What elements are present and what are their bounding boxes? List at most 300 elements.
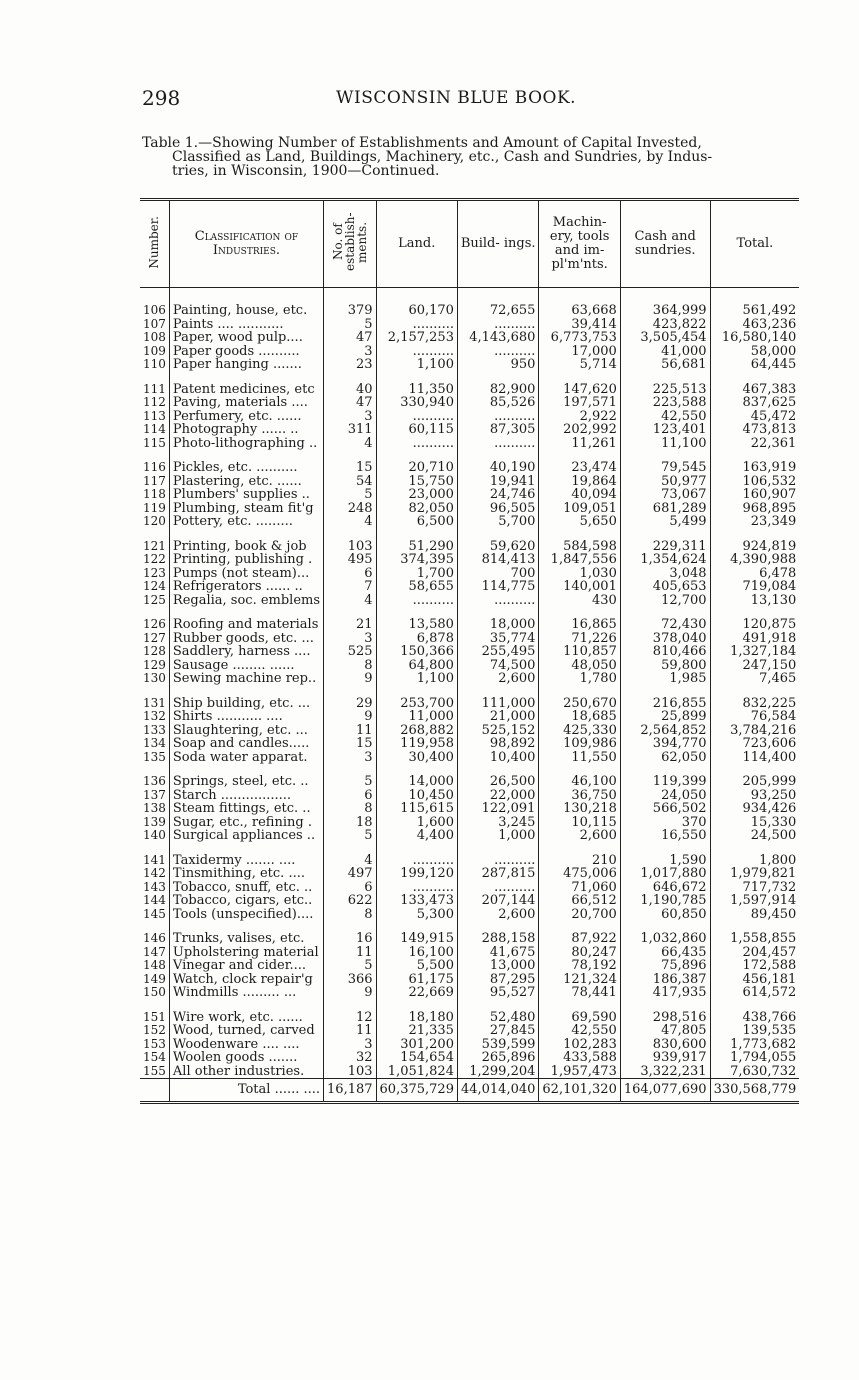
row-number: 134 [143,736,166,750]
spacer-cell [324,686,377,697]
spacer-cell [376,686,457,697]
industry-name: Slaughtering, etc. ... [169,724,323,738]
land-cell: 82,050 [376,502,457,516]
cash-cell: 1,017,880 [620,867,710,881]
establishments-cell: 3 [324,1038,377,1052]
establishments-cell: 4 [324,515,377,529]
page-number: 298 [142,86,181,110]
total-land: 60,375,729 [376,1079,457,1103]
establishments-cell: 5 [324,829,377,843]
buildings-cell: 19,941 [457,475,538,489]
cash-cell: 225,513 [620,383,710,397]
caption-line-1: Table 1.—Showing Number of Establishments and Amount of Capital Invested, [142,135,702,151]
land-cell: 1,700 [376,567,457,581]
caption-line-2: Classified as Land, Buildings, Machinery, etc., Cash and Sundries, by Indus- [172,149,713,165]
row-number: 152 [143,1023,166,1037]
establishments-cell: 47 [324,331,377,345]
table-row [140,645,799,659]
caption-line-3: tries, in Wisconsin, 1900—Continued. [172,163,440,179]
industry-name: Sugar, etc., refining . [169,816,323,830]
machinery-cell: 40,094 [539,488,620,502]
land-cell: .......... [376,881,457,895]
table-row [140,594,799,608]
machinery-cell: 210 [539,854,620,868]
land-cell: 1,100 [376,672,457,686]
cash-cell: 123,401 [620,423,710,437]
industry-name: Tools (unspecified).... [169,908,323,922]
industry-name: Windmills ......... ... [169,986,323,1000]
establishments-cell: 9 [324,986,377,1000]
row-number: 136 [143,774,166,788]
group-spacer [140,372,799,383]
total-cell: 1,558,855 [710,932,799,946]
land-cell: 268,882 [376,724,457,738]
machinery-cell: 1,957,473 [539,1065,620,1079]
spacer-cell [710,686,799,697]
machinery-cell: 475,006 [539,867,620,881]
industry-name: Watch, clock repair'g [169,973,323,987]
cash-cell: 3,505,454 [620,331,710,345]
spacer-cell [324,529,377,540]
header-establishments: No. of establish- ments. [324,200,377,288]
row-number: 142 [143,866,166,880]
total-cell: 456,181 [710,973,799,987]
row-number: 137 [143,787,166,802]
total-cell: 13,130 [710,594,799,608]
industry-name: Taxidermy ....... .... [169,854,323,868]
cash-cell: 2,564,852 [620,724,710,738]
total-cell: 160,907 [710,488,799,502]
machinery-cell: 78,192 [539,959,620,973]
cash-cell: 62,050 [620,751,710,765]
header-cash: Cash and sundries. [620,200,710,288]
group-spacer [140,1000,799,1011]
total-cell: 1,800 [710,854,799,868]
buildings-cell: 1,000 [457,829,538,843]
industry-name: Tobacco, cigars, etc.. [169,894,323,908]
land-cell: 10,450 [376,789,457,803]
table-body [140,288,799,1103]
total-cell: 934,426 [710,802,799,816]
row-number: 144 [143,893,166,907]
machinery-cell: 433,588 [539,1051,620,1065]
table-row [140,881,799,895]
land-cell: 115,615 [376,802,457,816]
total-cell: 491,918 [710,632,799,646]
establishments-cell: 4 [324,594,377,608]
cash-cell: 3,322,231 [620,1065,710,1079]
land-cell: 15,750 [376,475,457,489]
establishments-cell: 6 [324,881,377,895]
cash-cell: 42,550 [620,410,710,424]
land-cell: 13,580 [376,618,457,632]
establishments-cell: 8 [324,802,377,816]
row-number: 107 [143,316,166,331]
total-cell: 467,383 [710,383,799,397]
establishments-cell: 8 [324,659,377,673]
establishments-cell: 525 [324,645,377,659]
spacer-cell [169,529,323,540]
establishments-cell: 11 [324,724,377,738]
spacer-cell [140,843,169,854]
total-cell: 89,450 [710,908,799,922]
land-cell: 20,710 [376,461,457,475]
cash-cell: 1,190,785 [620,894,710,908]
industry-name: Surgical appliances .. [169,829,323,843]
cash-cell: 16,550 [620,829,710,843]
spacer-cell [539,1000,620,1011]
establishments-cell: 18 [324,816,377,830]
table-row [140,437,799,451]
land-cell: .......... [376,594,457,608]
machinery-cell: 121,324 [539,973,620,987]
industry-name: Paper, wood pulp.... [169,331,323,345]
table-row [140,423,799,437]
total-cell: 614,572 [710,986,799,1000]
row-number: 125 [143,592,166,607]
land-cell: 2,157,253 [376,331,457,345]
cash-cell: 1,032,860 [620,932,710,946]
row-number: 139 [143,814,166,829]
cash-cell: 810,466 [620,645,710,659]
row-number: 124 [143,579,166,593]
machinery-cell: 46,100 [539,775,620,789]
total-cell: 473,813 [710,423,799,437]
table-row [140,580,799,594]
group-spacer [140,843,799,854]
buildings-cell: .......... [457,594,538,608]
establishments-cell: 3 [324,751,377,765]
machinery-cell: 11,261 [539,437,620,451]
table-row [140,383,799,397]
machinery-cell: 20,700 [539,908,620,922]
row-number: 120 [143,514,166,528]
buildings-cell: 95,527 [457,986,538,1000]
land-cell: 5,500 [376,959,457,973]
row-number: 106 [143,303,166,317]
spacer-cell [457,372,538,383]
land-cell: 374,395 [376,553,457,567]
cash-cell: 24,050 [620,789,710,803]
table-row [140,724,799,738]
cash-cell: 646,672 [620,881,710,895]
buildings-cell: 122,091 [457,802,538,816]
buildings-cell: 96,505 [457,502,538,516]
buildings-cell: 59,620 [457,540,538,554]
land-cell: 51,290 [376,540,457,554]
total-cell: 163,919 [710,461,799,475]
spacer-cell [620,1000,710,1011]
total-cell: 1,597,914 [710,894,799,908]
buildings-cell: .......... [457,881,538,895]
machinery-cell: 10,115 [539,816,620,830]
land-cell: 4,400 [376,829,457,843]
spacer-cell [169,843,323,854]
cash-cell: 298,516 [620,1011,710,1025]
table-row [140,894,799,908]
row-number: 115 [143,435,166,450]
row-number: 130 [143,671,166,685]
row-number: 123 [143,565,166,580]
table-row [140,1051,799,1065]
industry-name: Regalia, soc. emblems [169,594,323,608]
industry-name: Painting, house, etc. [169,288,323,318]
buildings-cell: .......... [457,437,538,451]
row-number: 127 [143,630,166,645]
buildings-cell: 24,746 [457,488,538,502]
establishments-cell: 16 [324,932,377,946]
buildings-cell: 40,190 [457,461,538,475]
industry-name: Patent medicines, etc [169,383,323,397]
buildings-cell: 1,299,204 [457,1065,538,1079]
buildings-cell: 4,143,680 [457,331,538,345]
industry-name: Wire work, etc. ...... [169,1011,323,1025]
buildings-cell: 3,245 [457,816,538,830]
row-number: 116 [143,460,166,474]
establishments-cell: 29 [324,697,377,711]
industry-name: Soap and candles..... [169,737,323,751]
machinery-cell: 69,590 [539,1011,620,1025]
industry-name: Soda water apparat. [169,751,323,765]
machinery-cell: 1,780 [539,672,620,686]
establishments-cell: 311 [324,423,377,437]
buildings-cell: 72,655 [457,288,538,318]
total-cell: 120,875 [710,618,799,632]
industry-name: Paper goods .......... [169,345,323,359]
row-number: 145 [143,906,166,921]
total-cell: 438,766 [710,1011,799,1025]
total-cell: 3,784,216 [710,724,799,738]
total-cell: 45,472 [710,410,799,424]
spacer-cell [620,372,710,383]
machinery-cell: 78,441 [539,986,620,1000]
machinery-cell: 1,030 [539,567,620,581]
buildings-cell: 2,600 [457,672,538,686]
land-cell: 149,915 [376,932,457,946]
row-number: 108 [143,330,166,344]
cash-cell: 79,545 [620,461,710,475]
establishments-cell: 4 [324,854,377,868]
industry-name: Starch ................. [169,789,323,803]
grand-total: 330,568,779 [710,1079,799,1103]
cash-cell: 47,805 [620,1024,710,1038]
industry-name: Photography ...... .. [169,423,323,437]
spacer-cell [376,372,457,383]
total-cell: 64,445 [710,358,799,372]
machinery-cell: 140,001 [539,580,620,594]
machinery-cell: 87,922 [539,932,620,946]
cash-cell: 119,399 [620,775,710,789]
row-number: 154 [143,1050,166,1064]
cash-cell: 12,700 [620,594,710,608]
industry-name: Plumbers' supplies .. [169,488,323,502]
total-cell: 23,349 [710,515,799,529]
running-head: WISCONSIN BLUE BOOK. [336,88,577,108]
machinery-cell: 202,992 [539,423,620,437]
cash-cell: 66,435 [620,946,710,960]
row-number: 143 [143,879,166,894]
total-buildings: 44,014,040 [457,1079,538,1103]
table-row [140,672,799,686]
total-cell: 719,084 [710,580,799,594]
buildings-cell: 13,000 [457,959,538,973]
row-number: 150 [143,985,166,999]
spacer-cell [539,529,620,540]
establishments-cell: 3 [324,632,377,646]
industry-name: Pottery, etc. ......... [169,515,323,529]
spacer-cell [539,843,620,854]
total-cash: 164,077,690 [620,1079,710,1103]
buildings-cell: 74,500 [457,659,538,673]
cash-cell: 73,067 [620,488,710,502]
total-cell: 1,794,055 [710,1051,799,1065]
buildings-cell: 82,900 [457,383,538,397]
total-cell: 7,630,732 [710,1065,799,1079]
cash-cell: 394,770 [620,737,710,751]
cash-cell: 25,899 [620,710,710,724]
machinery-cell: 16,865 [539,618,620,632]
table-row [140,867,799,881]
machinery-cell: 63,668 [539,288,620,318]
spacer-cell [457,529,538,540]
table-row [140,553,799,567]
total-cell: 114,400 [710,751,799,765]
industry-name: Roofing and materials [169,618,323,632]
total-cell: 58,000 [710,345,799,359]
buildings-cell: 98,892 [457,737,538,751]
total-cell: 561,492 [710,288,799,318]
buildings-cell: 21,000 [457,710,538,724]
land-cell: 1,100 [376,358,457,372]
industry-name: Tobacco, snuff, etc. .. [169,881,323,895]
spacer-cell [169,1000,323,1011]
cash-cell: 56,681 [620,358,710,372]
machinery-cell: 147,620 [539,383,620,397]
machinery-cell: 17,000 [539,345,620,359]
buildings-cell: 255,495 [457,645,538,659]
total-cell: 247,150 [710,659,799,673]
row-number: 129 [143,657,166,672]
cash-cell: 5,499 [620,515,710,529]
land-cell: .......... [376,410,457,424]
table-row [140,1011,799,1025]
land-cell: 6,878 [376,632,457,646]
total-cell: 463,236 [710,318,799,332]
spacer-cell [710,843,799,854]
spacer-cell [376,529,457,540]
spacer-cell [620,529,710,540]
industry-name: Trunks, valises, etc. [169,932,323,946]
spacer-cell [324,372,377,383]
buildings-cell: .......... [457,410,538,424]
industry-name: Plastering, etc. ...... [169,475,323,489]
industry-name: Woolen goods ....... [169,1051,323,1065]
industry-name: Printing, publishing . [169,553,323,567]
machinery-cell: 109,051 [539,502,620,516]
cash-cell: 41,000 [620,345,710,359]
total-cell: 4,390,988 [710,553,799,567]
buildings-cell: 5,700 [457,515,538,529]
total-cell: 6,478 [710,567,799,581]
row-number: 126 [143,617,166,631]
industry-name: Ship building, etc. ... [169,697,323,711]
land-cell: 119,958 [376,737,457,751]
land-cell: 61,175 [376,973,457,987]
land-cell: 133,473 [376,894,457,908]
row-number: 149 [143,971,166,986]
industry-name: Pumps (not steam)... [169,567,323,581]
table-row [140,908,799,922]
table-row [140,358,799,372]
spacer-cell [710,529,799,540]
buildings-cell: 265,896 [457,1051,538,1065]
spacer-cell [169,372,323,383]
table-row [140,288,799,318]
row-number: 138 [143,801,166,815]
industry-name: Saddlery, harness .... [169,645,323,659]
machinery-cell: 71,226 [539,632,620,646]
land-cell: 1,600 [376,816,457,830]
buildings-cell: 288,158 [457,932,538,946]
land-cell: 64,800 [376,659,457,673]
table-row [140,946,799,960]
header-row [140,200,799,288]
machinery-cell: 48,050 [539,659,620,673]
header-number: Number. [140,200,169,288]
land-cell: 16,100 [376,946,457,960]
land-cell: 60,115 [376,423,457,437]
establishments-cell: 47 [324,396,377,410]
spacer-cell [376,843,457,854]
cash-cell: 370 [620,816,710,830]
cash-cell: 405,653 [620,580,710,594]
buildings-cell: 85,526 [457,396,538,410]
table-row [140,396,799,410]
machinery-cell: 5,714 [539,358,620,372]
land-cell: 23,000 [376,488,457,502]
header-land: Land. [376,200,457,288]
row-number: 147 [143,944,166,959]
total-cell: 924,819 [710,540,799,554]
row-number: 146 [143,931,166,945]
total-cell: 1,773,682 [710,1038,799,1052]
machinery-cell: 250,670 [539,697,620,711]
industry-name: Paving, materials .... [169,396,323,410]
establishments-cell: 6 [324,789,377,803]
table-row [140,789,799,803]
total-cell: 24,500 [710,829,799,843]
cash-cell: 1,985 [620,672,710,686]
establishments-cell: 40 [324,383,377,397]
machinery-cell: 2,600 [539,829,620,843]
industry-name: Plumbing, steam fit'g [169,502,323,516]
header-buildings: Build- ings. [457,200,538,288]
machinery-cell: 18,685 [539,710,620,724]
machinery-cell: 11,550 [539,751,620,765]
buildings-cell: 52,480 [457,1011,538,1025]
machinery-cell: 39,414 [539,318,620,332]
buildings-cell: 35,774 [457,632,538,646]
industry-name: Sewing machine rep.. [169,672,323,686]
establishments-cell: 379 [324,288,377,318]
row-number: 148 [143,958,166,972]
industry-name: Sausage ........ ...... [169,659,323,673]
total-label: Total ...... .... [169,1079,323,1103]
row-number: 113 [143,408,166,423]
industry-name: Shirts ........... .... [169,710,323,724]
land-cell: 330,940 [376,396,457,410]
establishments-cell: 495 [324,553,377,567]
